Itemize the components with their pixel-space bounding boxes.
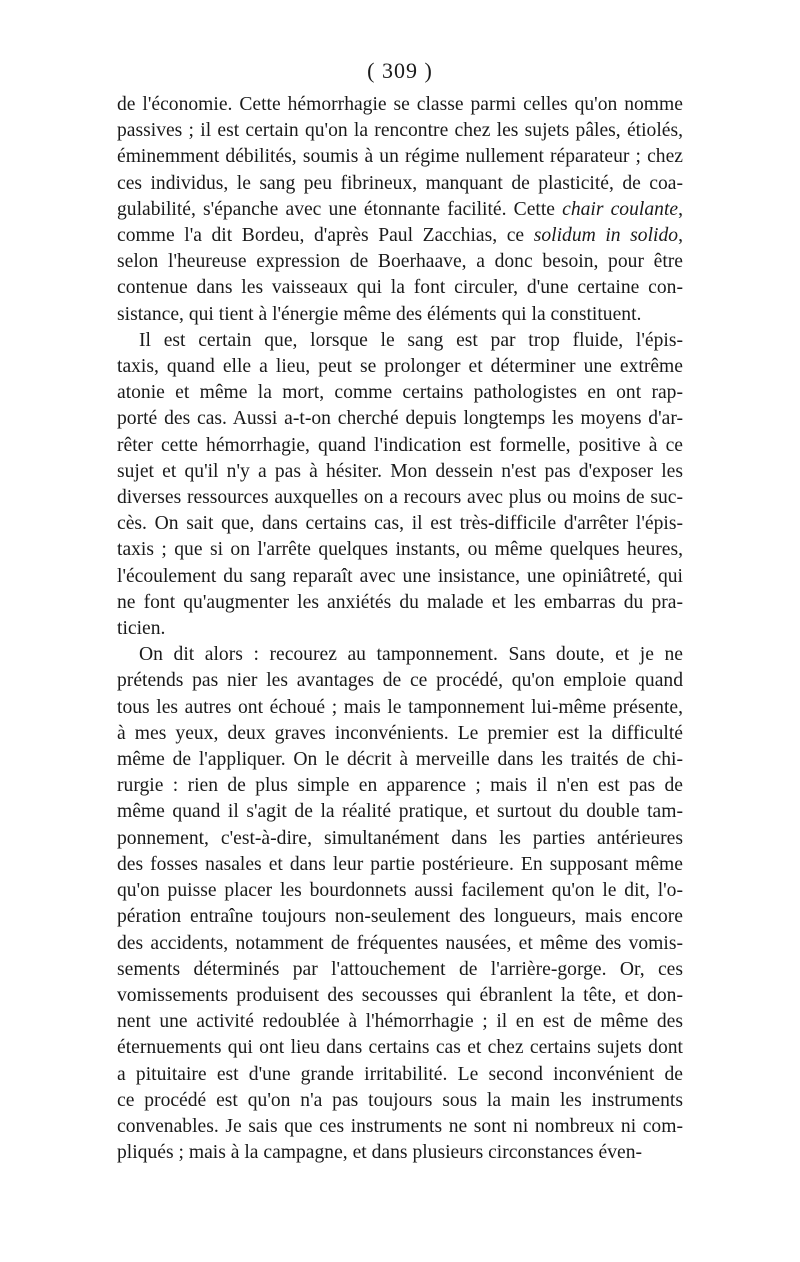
text-line: même quand il s'agit de la réalité pratique, et surtout du double tam- [117, 801, 683, 823]
page-number: ( 309 ) [367, 58, 433, 83]
text-line: cès. On sait que, dans certains cas, il est très-difficile d'arrêter l'épis- [117, 513, 683, 535]
text-line: rurgie : rien de plus simple en apparence ; mais il n'en est pas de [117, 775, 683, 797]
text-line: pliqués ; mais à la campagne, et dans plusieurs circonstances éven- [117, 1142, 643, 1164]
text-line: contenue dans les vaisseaux qui la font circuler, d'une certaine con- [117, 277, 683, 299]
text-line: sujet et qu'il n'y a pas à hésiter. Mon dessein n'est pas d'exposer les [117, 460, 683, 482]
text-line: tous les autres ont échoué ; mais le tamponnement lui-même présente, [117, 696, 683, 718]
text-line: éminemment débilités, soumis à un régime nullement réparateur ; chez [117, 146, 683, 168]
text-line: taxis ; que si on l'arrête quelques instants, ou même quelques heures, [117, 539, 683, 561]
text-line: sistance, qui tient à l'énergie même des éléments qui la constituent. [117, 303, 642, 325]
paragraph [117, 92, 683, 328]
text-line: prétends pas nier les avantages de ce procédé, qu'on emploie quand [117, 670, 683, 692]
text-line: vomissements produisent des secousses qui ébranlent la tête, et don- [117, 984, 683, 1006]
text-line: nent une activité redoublée à l'hémorrhagie ; il en est de même des [117, 1011, 683, 1033]
text-line: ticien. [117, 618, 166, 640]
text-line: convenables. Je sais que ces instruments ne sont ni nombreux ni com- [117, 1115, 683, 1137]
text-line: comme l'a dit Bordeu, d'après Paul Zacchias, ce solidum in solido, [117, 225, 683, 247]
text-line: selon l'heureuse expression de Boerhaave, a donc besoin, pour être [117, 251, 683, 273]
text-line: même de l'appliquer. On le décrit à merveille dans les traités de chi- [117, 749, 683, 771]
text-line: gulabilité, s'épanche avec une étonnante facilité. Cette chair coulante, [117, 198, 683, 220]
text-line: ne font qu'augmenter les anxiétés du malade et les embarras du pra- [117, 591, 683, 613]
text-line: sements déterminés par l'attouchement de l'arrière-gorge. Or, ces [117, 958, 683, 980]
text-line: pération entraîne toujours non-seulement des longueurs, mais encore [117, 906, 683, 928]
text-line: Il est certain que, lorsque le sang est par trop fluide, l'épis- [139, 329, 683, 351]
text-line: On dit alors : recourez au tamponnement. Sans doute, et je ne [139, 644, 683, 666]
text-line: éternuements qui ont lieu dans certains cas et chez certains sujets dont [117, 1037, 683, 1059]
body-text [117, 92, 683, 1166]
text-line: ces individus, le sang peu fibrineux, manquant de plasticité, de coa- [117, 172, 683, 194]
text-line: porté des cas. Aussi a-t-on cherché depuis longtemps les moyens d'ar- [117, 408, 683, 430]
text-line: ponnement, c'est-à-dire, simultanément dans les parties antérieures [117, 827, 683, 849]
text-line: atonie et même la mort, comme certains pathologistes en ont rap- [117, 382, 683, 404]
text-line: des fosses nasales et dans leur partie postérieure. En supposant même [117, 853, 683, 875]
text-line: diverses ressources auxquelles on a recours avec plus ou moins de suc- [117, 487, 683, 509]
text-line: taxis, quand elle a lieu, peut se prolonger et déterminer une extrême [117, 356, 683, 378]
text-line: l'écoulement du sang reparaît avec une insistance, une opiniâtreté, qui [117, 565, 683, 587]
text-line: rêter cette hémorrhagie, quand l'indication est formelle, positive à ce [117, 434, 683, 456]
text-line: de l'économie. Cette hémorrhagie se classe parmi celles qu'on nomme [117, 94, 683, 115]
paragraph [117, 328, 683, 642]
text-line: passives ; il est certain qu'on la rencontre chez les sujets pâles, étiolés, [117, 120, 683, 142]
text-line: a pituitaire est d'une grande irritabilité. Le second inconvénient de [117, 1063, 683, 1085]
text-line: ce procédé est qu'on n'a pas toujours sous la main les instruments [117, 1089, 683, 1111]
paragraph [117, 642, 683, 1166]
text-line: qu'on puisse placer les bourdonnets aussi facilement qu'on le dit, l'o- [117, 880, 683, 902]
text-line: des accidents, notamment de fréquentes nausées, et même des vomis- [117, 932, 683, 954]
text-line: à mes yeux, deux graves inconvénients. Le premier est la difficulté [117, 722, 683, 744]
